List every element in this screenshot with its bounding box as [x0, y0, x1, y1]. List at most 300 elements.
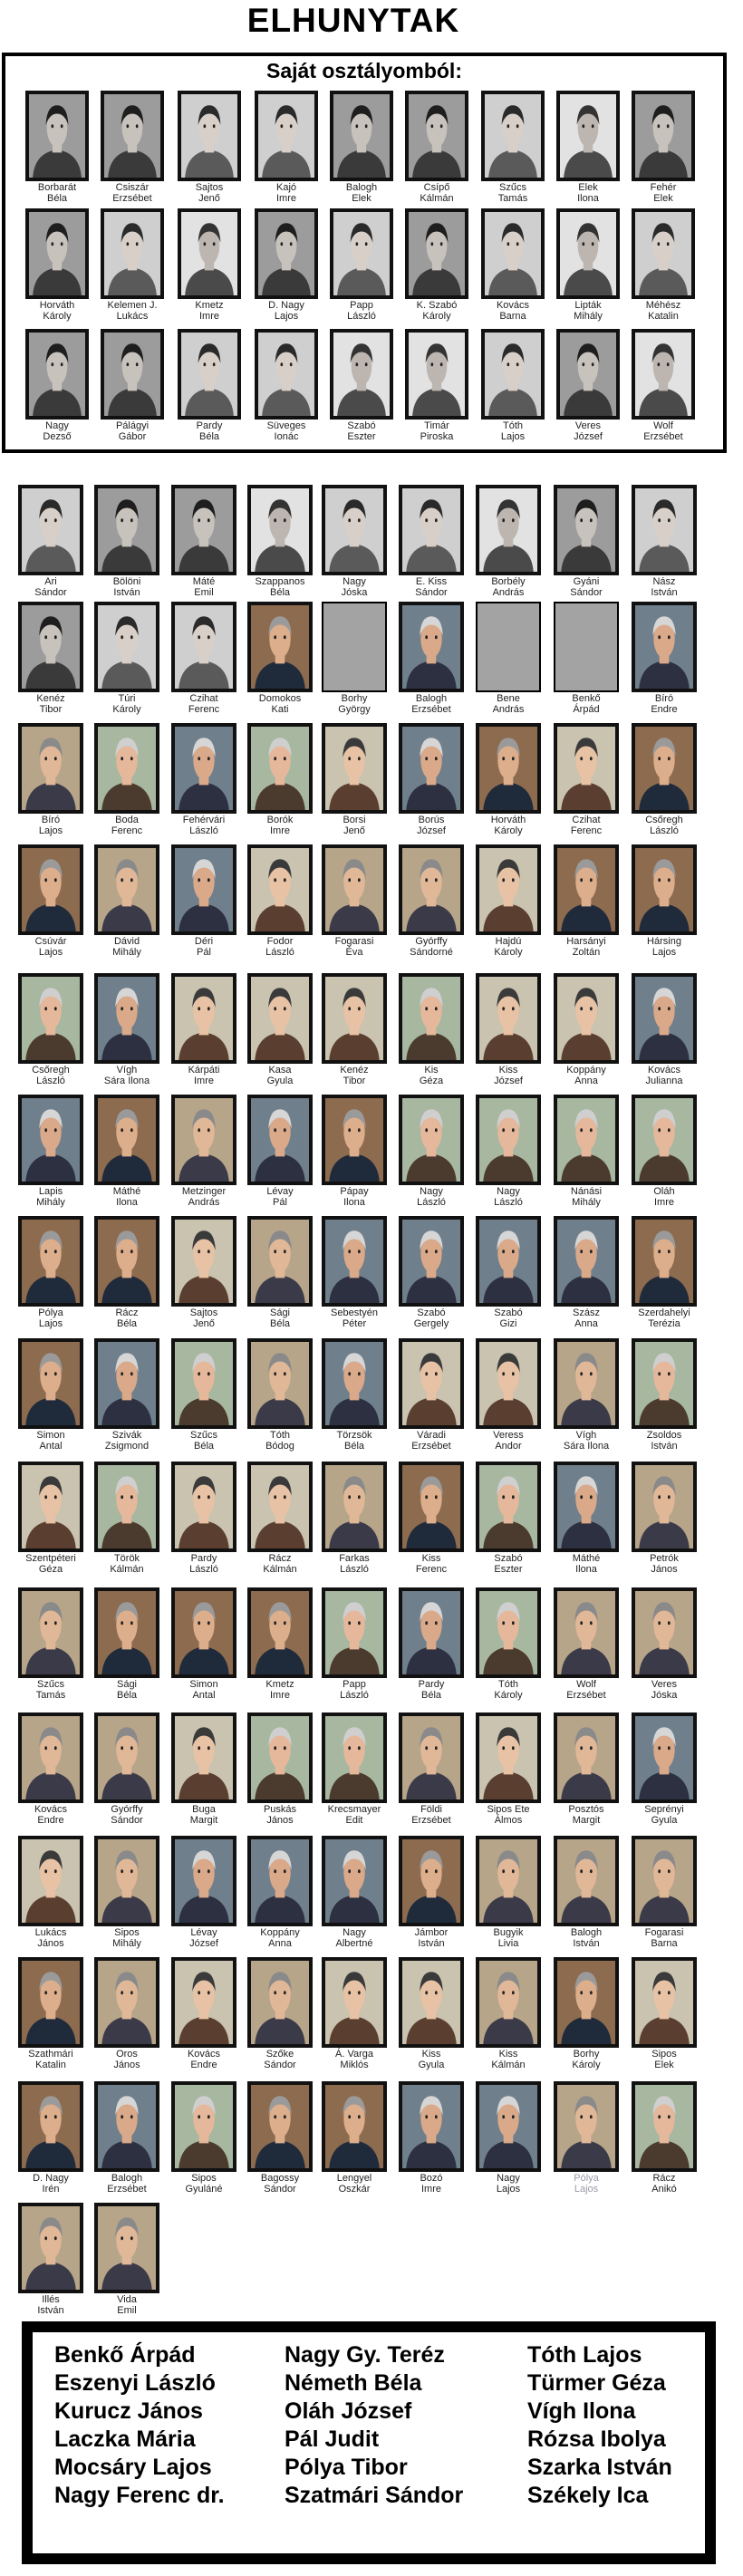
portrait-card [322, 485, 387, 601]
portrait-frame [94, 1713, 159, 1803]
person-name: Szűcs Tamás [497, 182, 528, 204]
portrait-frame [632, 91, 695, 181]
portrait-card [322, 1713, 387, 1828]
portrait-photo [22, 977, 80, 1060]
person-name: Borhy Károly [572, 2049, 601, 2070]
person-name: Máthé Ilona [112, 1186, 141, 1208]
portrait-card [399, 1836, 464, 1952]
portrait-photo [98, 1839, 156, 1923]
portrait-frame [171, 485, 236, 575]
portrait-frame [18, 1338, 83, 1429]
portrait-photo [251, 1098, 309, 1182]
portrait-card [94, 1713, 159, 1828]
portrait-photo [22, 2206, 80, 2290]
person-name: Nagy Dezső [43, 420, 72, 442]
portrait-photo [325, 1591, 383, 1674]
person-name: Szűcs Béla [190, 1430, 217, 1452]
portrait-frame [632, 485, 697, 575]
person-name: Horváth Károly [490, 815, 526, 836]
portrait-photo [175, 2085, 233, 2168]
portrait-photo [635, 2085, 693, 2168]
portrait-frame [101, 208, 164, 299]
portrait-image [635, 1220, 693, 1303]
name-list-box [22, 2321, 716, 2564]
person-name: Sajtos Jenő [189, 1307, 218, 1329]
person-name: Zsoldos István [646, 1430, 682, 1452]
person-name: Vígh Sára Ilona [103, 1065, 150, 1086]
portrait-card [330, 208, 393, 324]
name-list-entry: Németh Béla [285, 2370, 422, 2396]
portrait-image [479, 727, 537, 810]
portrait-photo [557, 1220, 615, 1303]
portrait-card [171, 1095, 236, 1211]
person-name: Csőregh László [645, 815, 683, 836]
portrait-photo [325, 848, 383, 931]
portrait-frame [18, 1836, 83, 1926]
portrait-photo [29, 333, 85, 416]
person-name: Bíró Endre [651, 693, 678, 715]
person-name: Puskás János [263, 1804, 297, 1826]
portrait-photo [635, 488, 693, 572]
portrait-image [560, 94, 616, 178]
portrait-frame [18, 1587, 83, 1678]
portrait-frame [554, 1095, 619, 1185]
portrait-card [399, 1713, 464, 1828]
portrait-image [251, 1220, 309, 1303]
portrait-frame [178, 329, 241, 420]
person-name: Borók Imre [266, 815, 294, 836]
portrait-photo [98, 605, 156, 689]
person-name: Méhész Katalin [645, 300, 681, 322]
portrait-card [171, 1338, 236, 1454]
portrait-frame [18, 1095, 83, 1185]
person-name: Kárpáti Imre [188, 1065, 220, 1086]
portrait-frame [247, 2081, 313, 2172]
portrait-frame [330, 208, 393, 299]
person-name: Lipták Mihály [574, 300, 603, 322]
person-name: Kasa Gyula [266, 1065, 294, 1086]
person-name: Horváth Károly [39, 300, 75, 322]
portrait-photo [175, 1098, 233, 1182]
portrait-frame [554, 1587, 619, 1678]
portrait-image [325, 1220, 383, 1303]
portrait-frame [18, 973, 83, 1064]
portrait-image [175, 1839, 233, 1923]
portrait-frame [18, 1216, 83, 1307]
person-name: Tóth Bódog [265, 1430, 294, 1452]
portrait-photo [22, 2085, 80, 2168]
portrait-photo [181, 333, 237, 416]
portrait-frame [247, 1836, 313, 1926]
portrait-image [181, 333, 237, 416]
portrait-photo [175, 1220, 233, 1303]
portrait-image [557, 1591, 615, 1674]
portrait-image [98, 1342, 156, 1425]
portrait-frame [171, 1713, 236, 1803]
portrait-image [325, 1465, 383, 1548]
portrait-photo [479, 1716, 537, 1799]
portrait-card [322, 1462, 387, 1577]
portrait-photo [325, 1839, 383, 1923]
portrait-photo [635, 1716, 693, 1799]
portrait-photo [325, 2085, 383, 2168]
portrait-card [554, 1587, 619, 1703]
portrait-photo [251, 1839, 309, 1923]
portrait-photo [557, 1098, 615, 1182]
portrait-frame [476, 1957, 541, 2048]
portrait-frame [632, 1713, 697, 1803]
person-name: Lévay Pál [266, 1186, 294, 1208]
person-name: Sipos Gyuláné [185, 2173, 223, 2195]
portrait-card [632, 1587, 697, 1703]
person-name: Pálágyi Gábor [115, 420, 150, 442]
portrait-card [171, 1462, 236, 1577]
portrait-photo [479, 1839, 537, 1923]
portrait-frame [476, 1216, 541, 1307]
person-name: Pardy László [189, 1553, 218, 1575]
portrait-card [247, 1836, 313, 1952]
portrait-photo [98, 727, 156, 810]
portrait-image [635, 977, 693, 1060]
portrait-frame [481, 208, 545, 299]
portrait-image [98, 1591, 156, 1674]
portrait-card [554, 973, 619, 1089]
name-list-column-1 [54, 2341, 225, 2510]
portrait-image [258, 212, 314, 295]
portrait-card [171, 973, 236, 1089]
portrait-image [409, 94, 465, 178]
portrait-card [171, 844, 236, 960]
portrait-frame [171, 1216, 236, 1307]
portrait-photo [635, 1342, 693, 1425]
portrait-frame [247, 485, 313, 575]
portrait-image [29, 333, 85, 416]
person-name: Sajtos Jenő [195, 182, 224, 204]
portrait-image [325, 727, 383, 810]
portrait-frame [94, 602, 159, 692]
portrait-photo [251, 488, 309, 572]
portrait-card [322, 1957, 387, 2073]
portrait-image [333, 212, 390, 295]
portrait-image [557, 727, 615, 810]
portrait-frame [554, 1216, 619, 1307]
portrait-card [171, 1957, 236, 2073]
portrait-frame [554, 1713, 619, 1803]
person-name: Veres Jóska [651, 1679, 678, 1701]
person-name: Metzinger András [181, 1186, 227, 1208]
portrait-photo [104, 212, 160, 295]
name-list-entry: Tóth Lajos [527, 2342, 642, 2368]
portrait-card [554, 1095, 619, 1211]
portrait-card [171, 1713, 236, 1828]
portrait-photo [635, 1839, 693, 1923]
portrait-frame [94, 2203, 159, 2293]
portrait-photo [325, 1098, 383, 1182]
portrait-photo [635, 1591, 693, 1674]
portrait-image [402, 488, 460, 572]
portrait-photo [325, 1220, 383, 1303]
person-name: Szappanos Béla [255, 576, 305, 598]
portrait-image [635, 1591, 693, 1674]
portrait-card [18, 1957, 83, 2073]
portrait-image [560, 212, 616, 295]
portrait-frame [632, 602, 697, 692]
portrait-photo [22, 727, 80, 810]
person-name: Kiss Ferenc [415, 1553, 448, 1575]
portrait-photo [251, 605, 309, 689]
portrait-frame [322, 723, 387, 814]
portrait-card [171, 1587, 236, 1703]
portrait-card [18, 1216, 83, 1332]
person-name: Dávid Mihály [112, 936, 141, 958]
portrait-image [402, 1098, 460, 1182]
portrait-frame [171, 844, 236, 935]
portrait-image [104, 333, 160, 416]
portrait-card [399, 973, 464, 1089]
portrait-image [409, 212, 465, 295]
portrait-frame [101, 329, 164, 420]
portrait-frame [554, 1836, 619, 1926]
portrait-card [94, 844, 159, 960]
portrait-card [399, 723, 464, 839]
portrait-photo [22, 1220, 80, 1303]
portrait-image [479, 1098, 537, 1182]
portrait-image [479, 1342, 537, 1425]
portrait-card [18, 1713, 83, 1828]
person-name: Borsi Jenő [343, 815, 366, 836]
portrait-photo [479, 1220, 537, 1303]
portrait-card [247, 1095, 313, 1211]
portrait-frame [247, 1216, 313, 1307]
portrait-frame [247, 1713, 313, 1803]
portrait-image [251, 2085, 309, 2168]
portrait-photo [485, 333, 541, 416]
portrait-card [171, 1216, 236, 1332]
portrait-image [479, 2085, 537, 2168]
name-list-entry: Pólya Tibor [285, 2455, 408, 2480]
portrait-photo [333, 212, 390, 295]
portrait-photo [175, 605, 233, 689]
portrait-card [94, 1095, 159, 1211]
person-name: Sipos Mihály [112, 1927, 141, 1949]
portrait-card [94, 1957, 159, 2073]
portrait-frame [554, 1957, 619, 2048]
person-name: Oláh Imre [653, 1186, 675, 1208]
portrait-frame [94, 1957, 159, 2048]
portrait-photo [485, 94, 541, 178]
portrait-card [322, 1095, 387, 1211]
portrait-image [98, 1098, 156, 1182]
portrait-image [181, 212, 237, 295]
portrait-card [18, 723, 83, 839]
person-name: Gyórffy Sándorné [410, 936, 453, 958]
portrait-photo [22, 605, 80, 689]
person-name: Á. Varga Miklós [335, 2049, 373, 2070]
portrait-card [556, 208, 620, 324]
portrait-photo [479, 1961, 537, 2044]
portrait-photo [22, 1716, 80, 1799]
portrait-card [178, 91, 241, 207]
portrait-frame [322, 1462, 387, 1552]
person-name: Sebestyén Péter [331, 1307, 378, 1329]
portrait-photo [635, 333, 691, 416]
portrait-image [557, 488, 615, 572]
portrait-image [22, 1098, 80, 1182]
portrait-card [632, 91, 695, 207]
person-name: Vida Emil [117, 2294, 137, 2316]
portrait-frame [399, 485, 464, 575]
portrait-image [557, 1961, 615, 2044]
name-list-column-3 [527, 2341, 672, 2510]
portrait-photo [22, 848, 80, 931]
portrait-frame [399, 723, 464, 814]
person-name: Pólya Lajos [574, 2173, 599, 2195]
portrait-photo [104, 333, 160, 416]
portrait-photo [175, 488, 233, 572]
portrait-frame [405, 91, 468, 181]
portrait-photo [98, 977, 156, 1060]
portrait-card [18, 1587, 83, 1703]
portrait-card [481, 329, 545, 445]
portrait-frame [632, 1216, 697, 1307]
portrait-photo [175, 848, 233, 931]
portrait-image [22, 2206, 80, 2290]
portrait-photo [98, 2206, 156, 2290]
portrait-frame [171, 1462, 236, 1552]
portrait-photo [22, 1839, 80, 1923]
portrait-frame [322, 2081, 387, 2172]
portrait-image [402, 1716, 460, 1799]
person-name: Szabó Eszter [347, 420, 376, 442]
portrait-frame [94, 1836, 159, 1926]
portrait-frame [18, 2203, 83, 2293]
portrait-photo [251, 1342, 309, 1425]
portrait-frame [399, 1338, 464, 1429]
portrait-card [554, 723, 619, 839]
portrait-frame [322, 1338, 387, 1429]
portrait-image [402, 1961, 460, 2044]
person-name: Posztós Margit [568, 1804, 604, 1826]
portrait-photo [98, 1961, 156, 2044]
portrait-photo [175, 727, 233, 810]
portrait-card [247, 602, 313, 718]
portrait-card [94, 485, 159, 601]
portrait-card [632, 329, 695, 445]
person-name: Domokos Kati [258, 693, 302, 715]
portrait-frame [405, 208, 468, 299]
portrait-photo [98, 1342, 156, 1425]
portrait-photo [560, 212, 616, 295]
name-list-entry: Türmer Géza [527, 2370, 666, 2396]
portrait-photo [22, 488, 80, 572]
person-name: Borbély András [491, 576, 526, 598]
portrait-frame [476, 602, 541, 692]
person-name: Bölöni István [112, 576, 141, 598]
portrait-card [399, 485, 464, 601]
person-name: Tóth Lajos [500, 420, 526, 442]
portrait-frame [18, 723, 83, 814]
person-name: Gyáni Sándor [570, 576, 603, 598]
portrait-image [175, 1220, 233, 1303]
portrait-frame [18, 1462, 83, 1552]
person-name: Nagy László [494, 1186, 523, 1208]
portrait-card [554, 2081, 619, 2197]
portrait-photo [175, 1716, 233, 1799]
person-name: Csőregh László [32, 1065, 70, 1086]
portrait-card [476, 844, 541, 960]
person-name: Lapis Mihály [36, 1186, 65, 1208]
portrait-frame [476, 1338, 541, 1429]
person-name: Bagossy Sándor [260, 2173, 300, 2195]
portrait-photo [175, 977, 233, 1060]
portrait-card [554, 844, 619, 960]
person-name: Pardy Béla [418, 1679, 445, 1701]
portrait-card [554, 1836, 619, 1952]
portrait-image [402, 1839, 460, 1923]
portrait-image [402, 848, 460, 931]
portrait-image [402, 2085, 460, 2168]
portrait-card [476, 1216, 541, 1332]
portrait-photo [479, 1342, 537, 1425]
portrait-photo [175, 1465, 233, 1548]
portrait-photo [98, 1465, 156, 1548]
portrait-card [399, 844, 464, 960]
person-name: Sági Béla [116, 1679, 138, 1701]
portrait-card [399, 1587, 464, 1703]
portrait-frame [554, 1338, 619, 1429]
portrait-frame [476, 1836, 541, 1926]
person-name: Harsányi Zoltán [566, 936, 606, 958]
portrait-card [476, 1095, 541, 1211]
portrait-card [18, 973, 83, 1089]
portrait-image [635, 848, 693, 931]
portrait-card [255, 91, 318, 207]
portrait-image [635, 1098, 693, 1182]
person-name: Bene András [492, 693, 525, 715]
person-name: Rácz Anikó [651, 2173, 677, 2195]
portrait-photo [635, 605, 693, 689]
portrait-photo [635, 1098, 693, 1182]
portrait-frame [94, 1095, 159, 1185]
portrait-photo [557, 1342, 615, 1425]
portrait-frame [481, 91, 545, 181]
portrait-photo [635, 727, 693, 810]
portrait-frame [399, 1095, 464, 1185]
portrait-image [175, 2085, 233, 2168]
portrait-card [481, 91, 545, 207]
portrait-image [325, 848, 383, 931]
portrait-card [247, 723, 313, 839]
portrait-photo [479, 1465, 537, 1548]
portrait-image [479, 1591, 537, 1674]
portrait-frame [171, 1957, 236, 2048]
portrait-photo [251, 1220, 309, 1303]
portrait-frame [632, 1836, 697, 1926]
person-name: Balogh Erzsébet [107, 2173, 147, 2195]
portrait-frame [18, 1713, 83, 1803]
portrait-photo [635, 848, 693, 931]
portrait-card [322, 1587, 387, 1703]
portrait-frame [178, 91, 241, 181]
portrait-image [258, 94, 314, 178]
person-name: Simon Antal [189, 1679, 218, 1701]
portrait-image [98, 605, 156, 689]
person-name: Papp László [340, 1679, 369, 1701]
portrait-photo [175, 1342, 233, 1425]
portrait-image [485, 333, 541, 416]
person-name: Buga Margit [189, 1804, 218, 1826]
person-name: Nánási Mihály [570, 1186, 603, 1208]
